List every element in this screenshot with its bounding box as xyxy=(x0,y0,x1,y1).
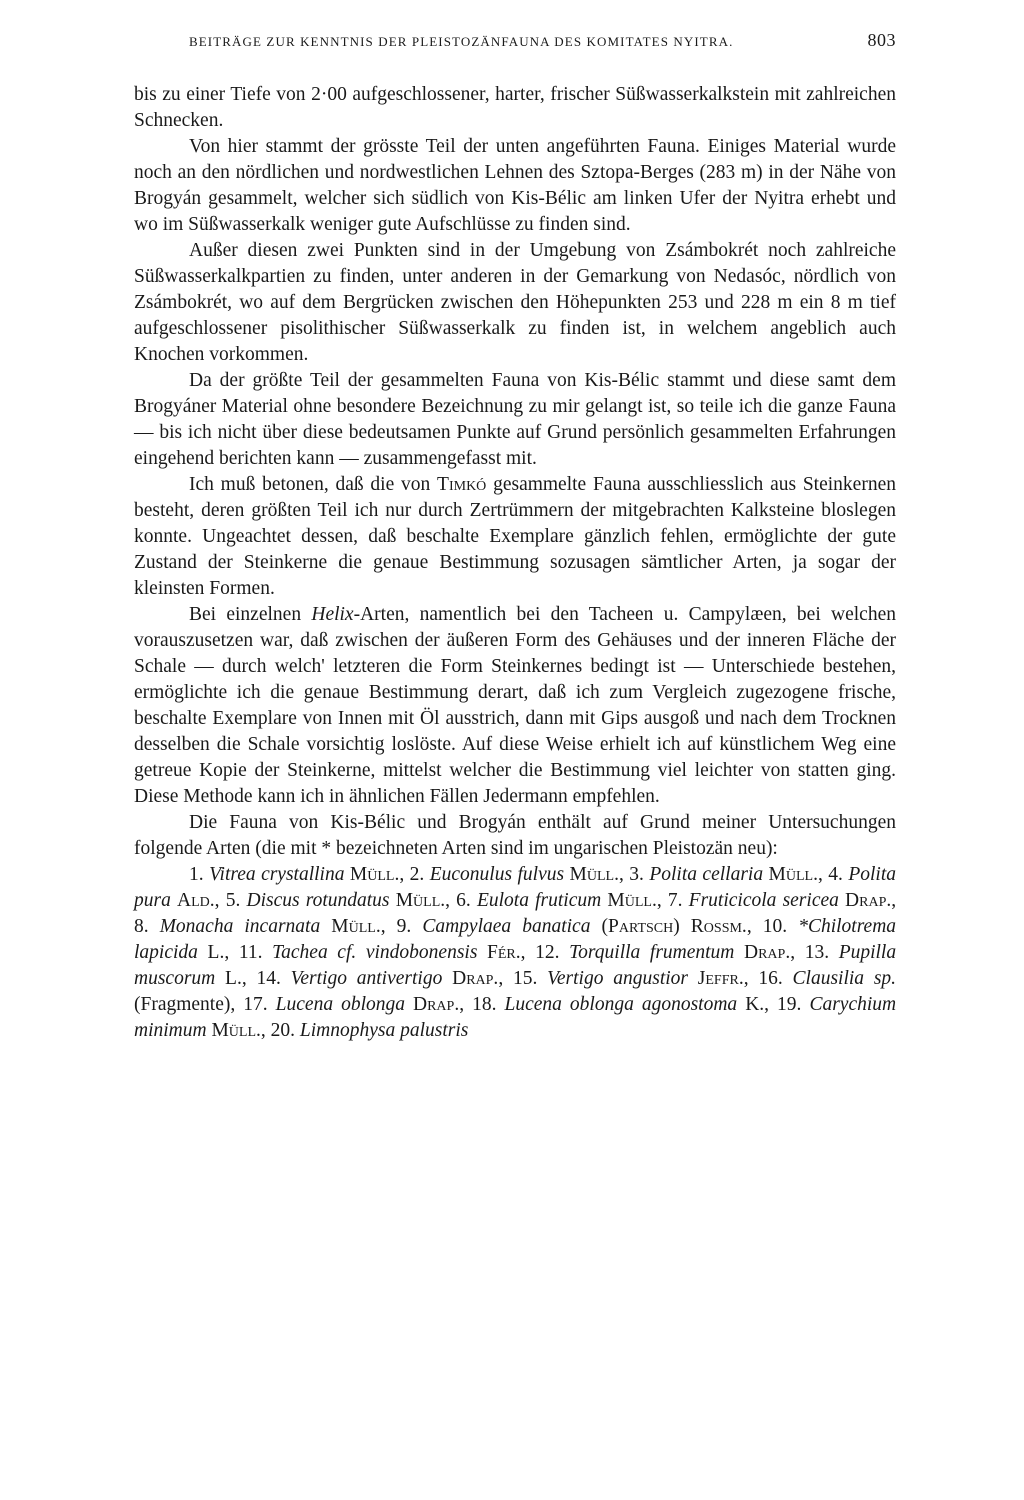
species-author: Müll. xyxy=(569,864,619,885)
species-name: Discus rotundatus xyxy=(246,890,390,911)
species-author: Müll. xyxy=(768,864,818,885)
species-author: Ald. xyxy=(177,890,215,911)
collector-name: Timkó xyxy=(437,474,487,495)
paragraph-fauna-intro: Die Fauna von Kis-Bélic und Brogyán enthält auf Grund meiner Untersuchungen folgende Arten (die mit * bezeichneten Arten sind im ungarischen Pleistozän neu): xyxy=(134,812,896,859)
species-number: 14. xyxy=(256,968,291,989)
species-number: 16. xyxy=(758,968,793,989)
species-number: 19. xyxy=(777,994,810,1015)
paragraph-4: Da der größte Teil der gesammelten Fauna von Kis-Bélic stammt und diese samt dem Brogyáner Material ohne besondere Bezeichnung zu mir gelangt ist, so teile ich die ganze Fauna — bis ich nicht über diese bedeutsamen Punkte auf Grund persönlich gesammelten Erfahrungen eingehend berichten kann — zusammengefasst mit. xyxy=(134,370,896,469)
species-author: Müll. xyxy=(607,890,657,911)
species-entry: 7. Fruticicola sericea Drap., xyxy=(667,890,897,911)
page-number: 803 xyxy=(867,30,896,50)
species-name: Pupilla muscorum xyxy=(134,942,897,989)
species-author: Müll. xyxy=(331,916,381,937)
species-entry: 9. Campylaea banatica (Partsch) Rossm., xyxy=(396,916,763,937)
species-entry: 11. Tachea cf. vindobonensis Fér., xyxy=(238,942,536,963)
species-number: 18. xyxy=(472,994,505,1015)
species-number: 13. xyxy=(804,942,839,963)
species-number: 2. xyxy=(409,864,430,885)
species-author: Müll. xyxy=(211,1020,261,1041)
species-entry: 18. Lucena oblonga agonostoma K., xyxy=(472,994,778,1015)
species-name: Euconulus fulvus xyxy=(429,864,565,885)
species-name: Polita cellaria xyxy=(649,864,764,885)
species-note: (Fragmente) xyxy=(134,994,231,1015)
species-name: Clausilia sp. xyxy=(792,968,897,989)
running-title: BEITRÄGE ZUR KENNTNIS DER PLEISTOZÄNFAUNA DES KOMITATES NYITRA. xyxy=(189,34,734,49)
species-entry: 13. Pupilla muscorum L., xyxy=(134,942,897,989)
species-name: Polita pura xyxy=(134,864,897,911)
paper-page xyxy=(134,30,896,1044)
species-author: K. xyxy=(745,994,765,1015)
species-entry xyxy=(271,1020,469,1041)
species-author: Müll. xyxy=(395,890,446,911)
species-number: 6. xyxy=(456,890,477,911)
species-author: Müll. xyxy=(349,864,400,885)
species-entry: 4. Polita pura Ald., xyxy=(134,864,897,911)
species-number: 5. xyxy=(225,890,247,911)
running-header xyxy=(134,30,896,58)
species-name: Monacha incarnata xyxy=(159,916,321,937)
species-name: Lucena oblonga xyxy=(275,994,405,1015)
species-entry: 8. Monacha incarnata Müll., xyxy=(134,916,397,937)
species-name: Torquilla frumentum xyxy=(569,942,735,963)
species-entry: 3. Polita cellaria Müll., xyxy=(629,864,829,885)
species-author: (Partsch) Rossm. xyxy=(601,916,747,937)
species-entry: 6. Eulota fruticum Müll., xyxy=(456,890,668,911)
species-number: 4. xyxy=(828,864,849,885)
species-number: 17. xyxy=(243,994,276,1015)
species-entry: 19. Carychium minimum Müll., xyxy=(134,994,897,1041)
species-list xyxy=(134,862,896,1044)
paragraph-timko: Ich muß betonen, daß die von Timkó gesammelte Fauna ausschliesslich aus Steinkernen besteht, deren größten Teil ich nur durch Zertrümmern der mitgebrachten Kalksteine bloslegen konnte. Ungeachtet dessen, daß beschalte Exemplare gänzlich fehlen, ermöglichte der gute Zustand der Steinkerne die genaue Bestimmung sozusagen sämtlicher Arten, ja sogar der kleinsten Formen. xyxy=(134,474,896,599)
species-number: 9. xyxy=(396,916,423,937)
species-number: 3. xyxy=(629,864,650,885)
species-entry: 12. Torquilla frumentum Drap., xyxy=(535,942,805,963)
species-author: Fér. xyxy=(487,942,521,963)
species-author: Drap. xyxy=(452,968,499,989)
species-number: 1. xyxy=(189,864,210,885)
paragraph-2: Von hier stammt der grösste Teil der unten angeführten Fauna. Einiges Material wurde noch an den nördlichen und nordwestlichen Lehnen des Sztopa-Berges (283 m) in der Nähe von Brogyán gesammelt, welcher sich südlich von Kis-Bélic am linken Ufer der Nyitra erhebt und wo im Süßwasserkalk weniger gute Aufschlüsse zu finden sind. xyxy=(134,136,896,235)
paragraph-3: Außer diesen zwei Punkten sind in der Umgebung von Zsámbokrét noch zahlreiche Süßwasserkalkpartien zu finden, unter anderen in der Gemarkung von Nedasóc, nördlich von Zsámbokrét, wo auf dem Bergrücken zwischen den Höhepunkten 253 und 228 m ein 8 m tief aufgeschlossener pisolithischer Süßwasserkalk zu finden ist, in welchem angeblich auch Knochen vorkommen. xyxy=(134,240,896,365)
species-author: L. xyxy=(225,968,242,989)
species-number: 11. xyxy=(238,942,273,963)
species-author: Drap. xyxy=(744,942,791,963)
species-name: Campylaea banatica xyxy=(422,916,591,937)
species-entry: 2. Euconulus fulvus Müll., xyxy=(409,864,630,885)
species-name: Vertigo antivertigo xyxy=(290,968,443,989)
species-name: Tachea cf. vindobonensis xyxy=(272,942,478,963)
species-author: L. xyxy=(207,942,225,963)
species-entry: 5. Discus rotundatus Müll., xyxy=(225,890,457,911)
paragraph-1: bis zu einer Tiefe von 2·00 aufgeschlossener, harter, frischer Süßwasserkalkstein mit zahlreichen Schnecken. xyxy=(134,84,896,131)
species-name: Lucena oblonga agonostoma xyxy=(504,994,738,1015)
species-author: Jeffr. xyxy=(697,968,744,989)
species-entry: 17. Lucena oblonga Drap., xyxy=(243,994,473,1015)
species-author: Drap. xyxy=(845,890,892,911)
species-number: 7. xyxy=(667,890,689,911)
species-author: Drap. xyxy=(413,994,460,1015)
body-text xyxy=(134,82,896,1044)
species-name: Eulota fruticum xyxy=(476,890,602,911)
species-name: Vertigo angustior xyxy=(547,968,688,989)
species-number: 12. xyxy=(535,942,570,963)
species-name: Vitrea crystallina xyxy=(209,864,345,885)
species-number: 15. xyxy=(512,968,548,989)
species-name: Fruticicola sericea xyxy=(688,890,839,911)
species-name: *Chilotrema lapicida xyxy=(134,916,897,963)
species-entry: 14. Vertigo antivertigo Drap., xyxy=(256,968,513,989)
species-name: Carychium minimum xyxy=(134,994,897,1041)
paragraph-helix: Bei einzelnen Helix-Arten, namentlich bei den Tacheen u. Campylæen, bei welchen vorauszusetzen war, daß zwischen der äußeren Form des Gehäuses und der inneren Fläche der Schale — durch welch' letzteren die Form Steinkernes bedingt ist — Unterschiede bestehen, ermöglichte ich die genaue Bestimmung derart, daß ich zum Vergleich zugezogene frische, beschalte Exemplare von Innen mit Öl ausstrich, dann mit Gips ausgoß und nach dem Trocknen desselben die Schale vorsichtig loslöste. Auf diese Weise erhielt ich auf künstlichem Weg eine getreue Kopie der Steinkerne, mittelst welcher die Bestimmung viel leichter von statten ging. Diese Methode kann ich in ähnlichen Fällen Jedermann empfehlen. xyxy=(134,604,896,807)
species-entry: 1. Vitrea crystallina Müll., xyxy=(189,864,410,885)
species-name: Limnophysa palustris xyxy=(299,1020,469,1041)
species-number: 8. xyxy=(134,916,160,937)
species-entry: 15. Vertigo angustior Jeffr., xyxy=(512,968,759,989)
species-entry: 16. Clausilia sp. (Fragmente), xyxy=(134,968,897,1015)
genus-helix: Helix xyxy=(311,604,354,625)
species-entry: 10. *Chilotrema lapicida L., xyxy=(134,916,897,963)
species-number: 10. xyxy=(762,916,799,937)
species-number: 20. xyxy=(270,1020,300,1041)
